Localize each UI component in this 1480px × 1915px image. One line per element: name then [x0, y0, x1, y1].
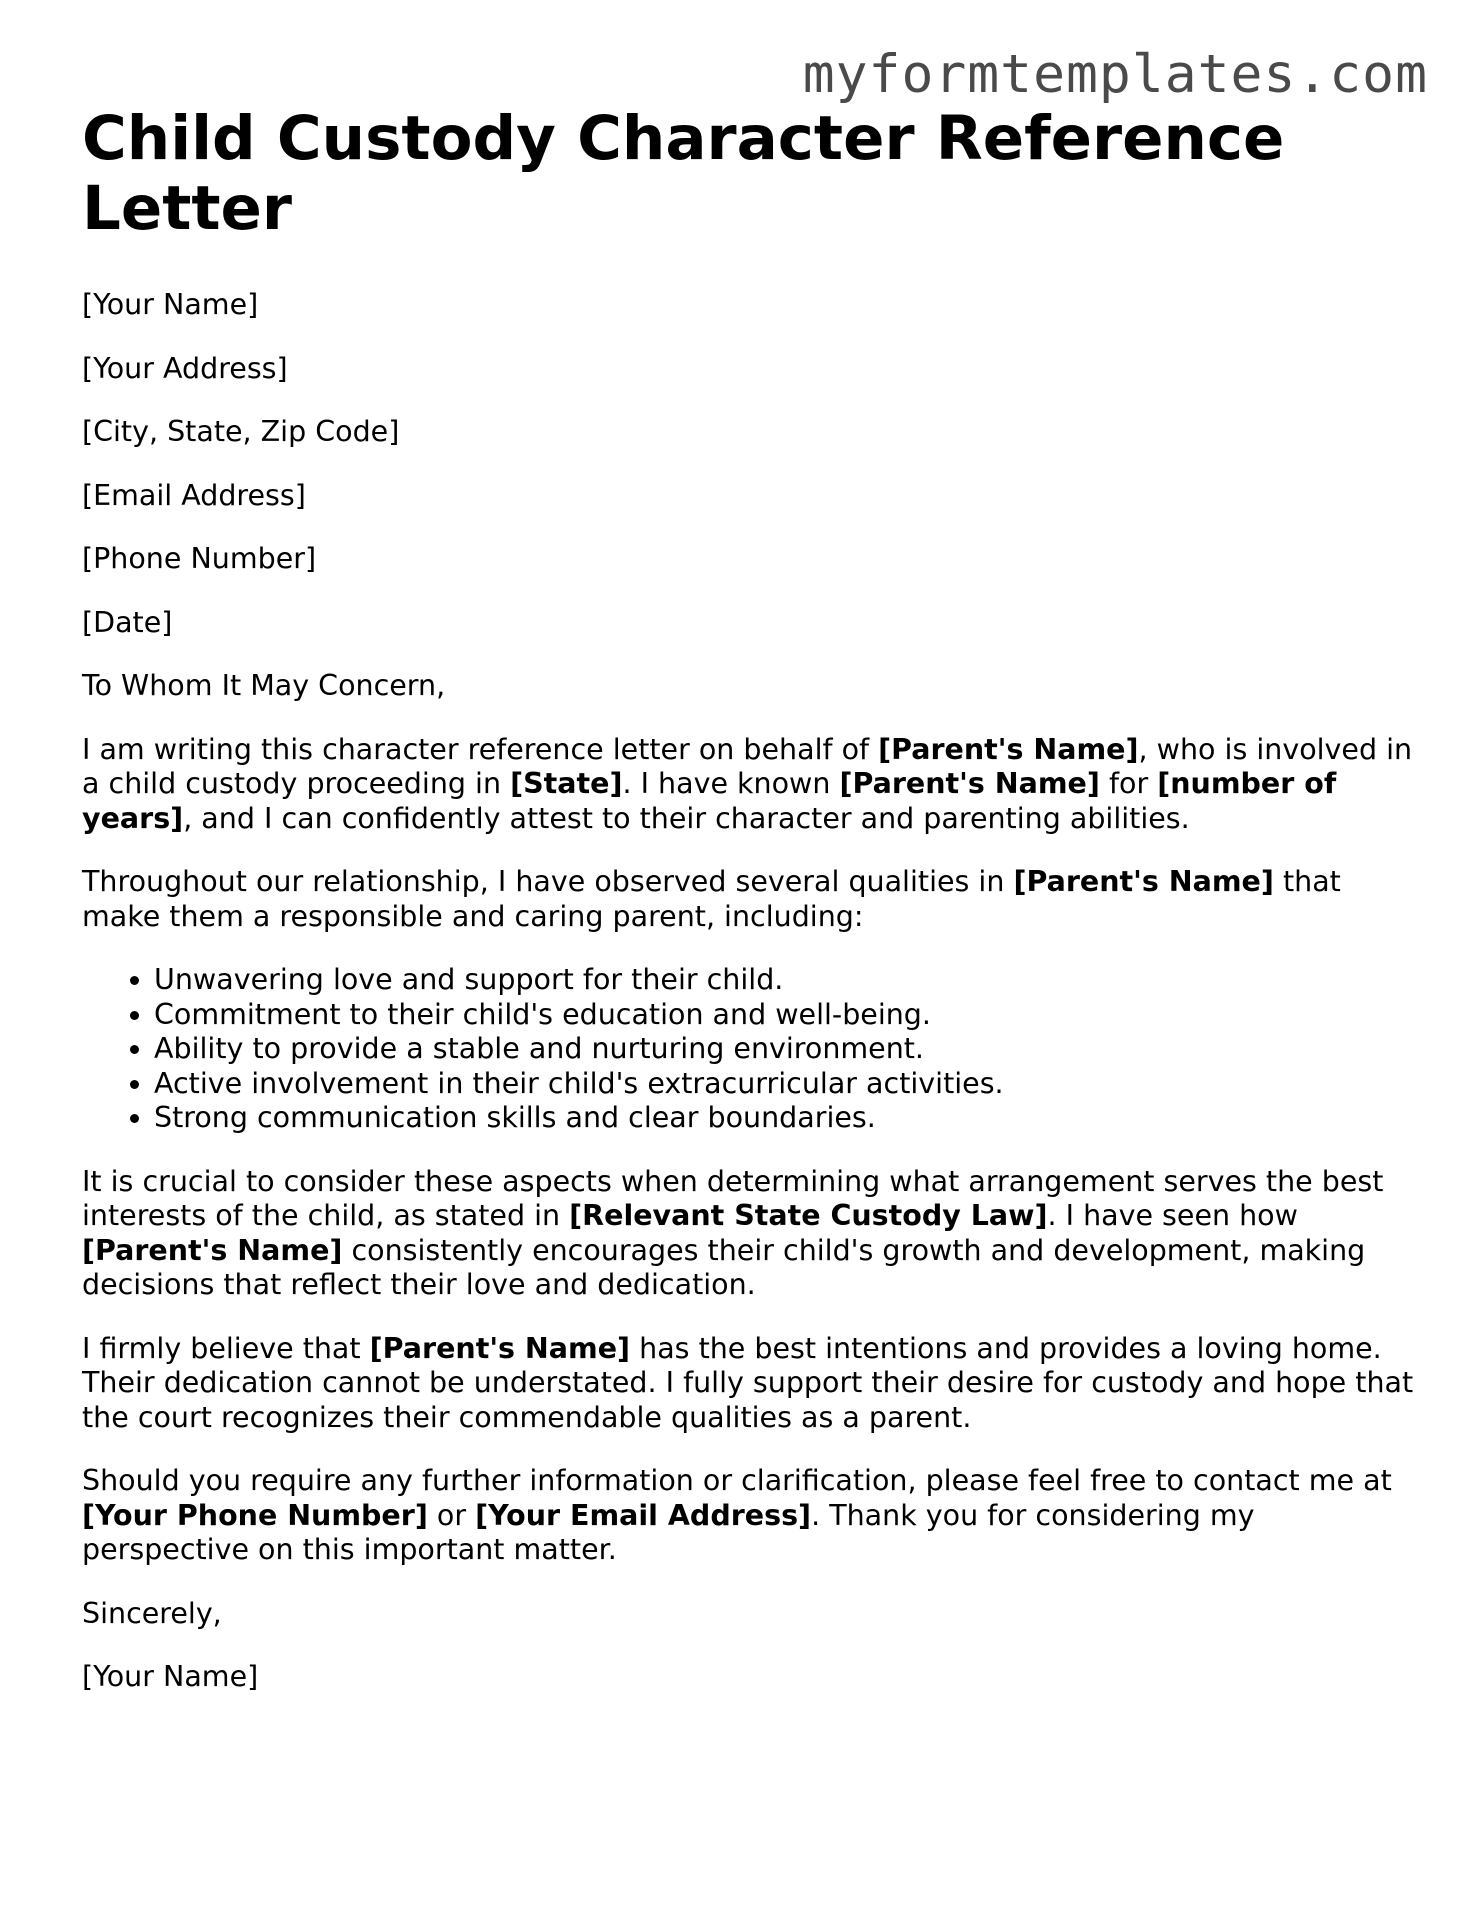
qualities-list	[82, 963, 1422, 1136]
sender-city-state-zip: [City, State, Zip Code]	[82, 415, 400, 448]
list-item: • Ability to provide a stable and nurturing environment.	[154, 1032, 1422, 1067]
watermark: myformtemplates.com	[802, 44, 1428, 105]
text-segment: for	[1099, 767, 1158, 800]
text-segment: , who is involved in a child custody proceeding in	[82, 732, 1413, 800]
belief-paragraph	[82, 1332, 1417, 1436]
text-segment: I firmly believe that	[82, 1331, 370, 1365]
text-segment: It is crucial to consider these aspects when determining what arrangement serves the best interests of the child, as stated in	[82, 1164, 1384, 1232]
text-segment: has the best intentions and provides a loving home. Their dedication cannot be understated. I fully support their desire for custody and hope that the court recognizes their commendable qualities as a parent.	[82, 1331, 1414, 1434]
list-item: • Commitment to their child's education and well-being.	[154, 998, 1422, 1033]
page-title: Child Custody Character Reference Letter	[82, 103, 1285, 244]
text-segment: or	[427, 1498, 476, 1532]
text-segment: . I have known	[622, 767, 840, 800]
intro-paragraph	[82, 733, 1417, 837]
placeholder-phone-number: [Your Phone Number]	[82, 1498, 428, 1532]
sender-phone: [Phone Number]	[82, 542, 317, 575]
list-item: • Active involvement in their child's extracurricular activities.	[154, 1067, 1422, 1102]
custody-law-paragraph	[82, 1165, 1417, 1303]
text-segment: , and I can confidently attest to their character and parenting abilities.	[183, 801, 1190, 835]
closing: Sincerely,	[82, 1596, 222, 1630]
text-segment: consistently encourages their child's growth and development, making decisions that reflect their love and dedication.	[82, 1233, 1366, 1301]
placeholder-number-of-years: [number of years]	[82, 767, 1337, 835]
letter-document	[82, 104, 1422, 1724]
text-segment: Throughout our relationship, I have observed several qualities in	[82, 865, 1014, 898]
text-segment: . I have seen how	[1047, 1199, 1298, 1232]
letter-date: [Date]	[82, 605, 173, 639]
list-item: • Unwavering love and support for their child.	[154, 963, 1422, 998]
placeholder-custody-law: [Relevant State Custody Law]	[569, 1199, 1048, 1232]
list-item: • Strong communication skills and clear boundaries.	[154, 1101, 1422, 1136]
sender-address: [Your Address]	[82, 351, 288, 385]
contact-paragraph	[82, 1464, 1417, 1568]
sender-name: [Your Name]	[82, 288, 259, 321]
text-segment: . Thank you for considering my perspective on this important matter.	[82, 1498, 1255, 1566]
salutation: To Whom It May Concern,	[82, 669, 446, 702]
placeholder-parent-name: [Parent's Name]	[369, 1331, 631, 1365]
text-segment: Should you require any further information or clarification, please feel free to contact me at	[82, 1464, 1392, 1497]
signature-name: [Your Name]	[82, 1660, 259, 1693]
placeholder-parent-name: [Parent's Name]	[878, 732, 1139, 766]
text-segment: I am writing this character reference letter on behalf of	[82, 732, 879, 766]
placeholder-parent-name: [Parent's Name]	[82, 1233, 343, 1267]
placeholder-email-address: [Your Email Address]	[475, 1498, 812, 1532]
placeholder-state: [State]	[510, 767, 623, 800]
placeholder-parent-name: [Parent's Name]	[1013, 865, 1274, 898]
sender-email: [Email Address]	[82, 478, 306, 512]
qualities-intro-paragraph	[82, 865, 1417, 934]
text-segment: that make them a responsible and caring parent, including:	[82, 865, 1341, 933]
placeholder-parent-name: [Parent's Name]	[839, 767, 1100, 800]
